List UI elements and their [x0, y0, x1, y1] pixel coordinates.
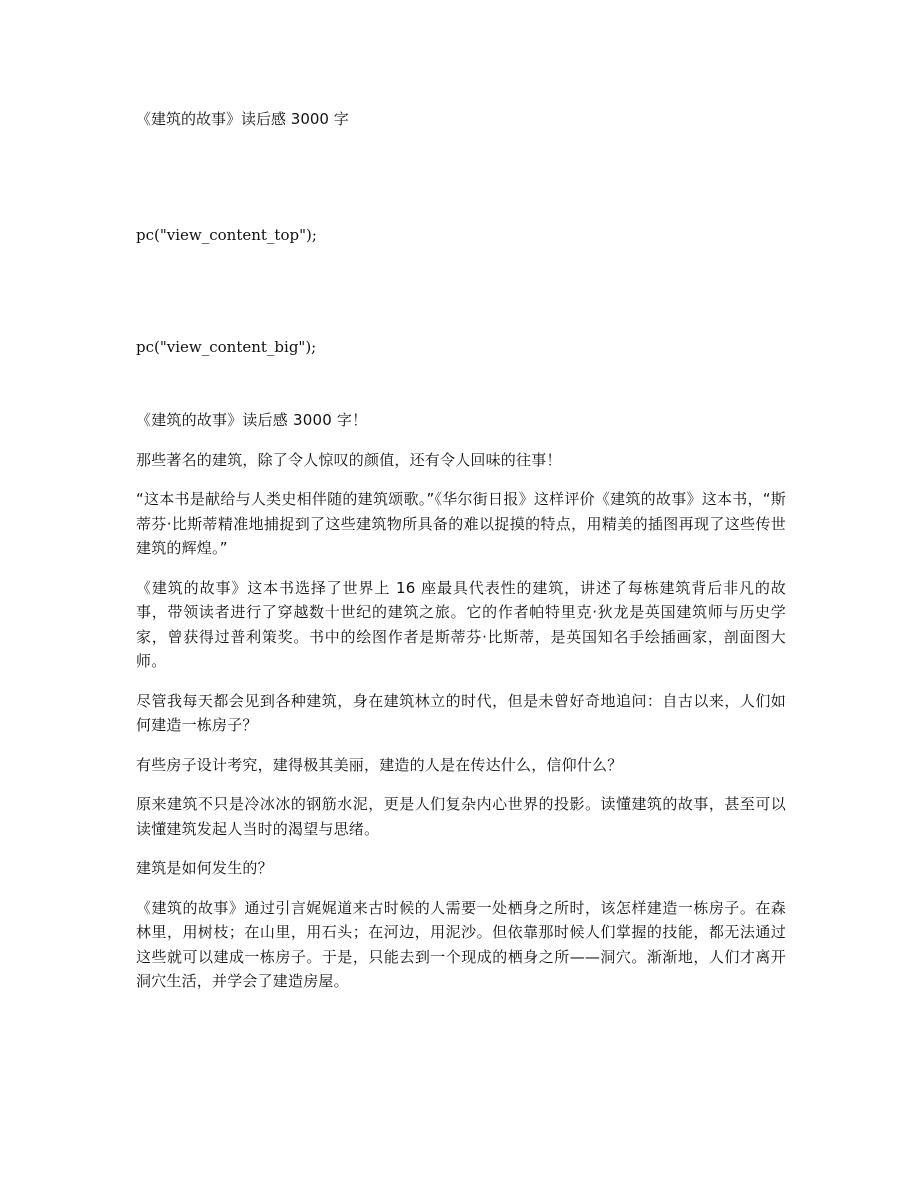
- paragraph: “这本书是献给与人类史相伴随的建筑颂歌。”《华尔街日报》这样评价《建筑的故事》这本书，“斯蒂芬·比斯蒂精准地捕捉到了这些建筑物所具备的难以捉摸的特点，用精美的插图再现了这些传世建筑的辉煌。”: [136, 490, 786, 557]
- article-body: [136, 408, 786, 1009]
- paragraph: 原来建筑不只是冷冰冰的钢筋水泥，更是人们复杂内心世界的投影。读懂建筑的故事，甚至可以读懂建筑发起人当时的渴望与思绪。: [136, 795, 786, 838]
- paragraph-question: 建筑是如何发生的？: [136, 859, 273, 877]
- paragraph: 《建筑的故事》通过引言娓娓道来古时候的人需要一处栖身之所时，该怎样建造一栋房子。在森林里，用树枝；在山里，用石头；在河边，用泥沙。但依靠那时候人们掌握的技能，都无法通过这些就可以建成一栋房子。于是，只能去到一个现成的栖身之所——洞穴。渐渐地，人们才离开洞穴生活，并学会了建造房屋。: [136, 898, 786, 990]
- paragraph: 《建筑的故事》这本书选择了世界上 16 座最具代表性的建筑，讲述了每栋建筑背后非凡的故事，带领读者进行了穿越数十世纪的建筑之旅。它的作者帕特里克·狄龙是英国建筑师与历史学家，曾获得过普利策奖。书中的绘图作者是斯蒂芬·比斯蒂，是英国知名手绘插画家，剖面图大师。: [136, 578, 786, 670]
- code-line-view-content-top: pc("view_content_top");: [136, 226, 317, 244]
- code-line-view-content-big: pc("view_content_big");: [136, 338, 317, 356]
- paragraph: 尽管我每天都会见到各种建筑，身在建筑林立的时代，但是未曾好奇地追问：自古以来，人们如何建造一栋房子？: [136, 691, 786, 734]
- paragraph: 有些房子设计考究，建得极其美丽，建造的人是在传达什么，信仰什么？: [136, 755, 623, 774]
- document-title: 《建筑的故事》读后感 3000 字: [136, 110, 349, 128]
- paragraph: 那些著名的建筑，除了令人惊叹的颜值，还有令人回味的往事！: [136, 450, 562, 469]
- paragraph-heading: 《建筑的故事》读后感 3000 字！: [136, 411, 368, 429]
